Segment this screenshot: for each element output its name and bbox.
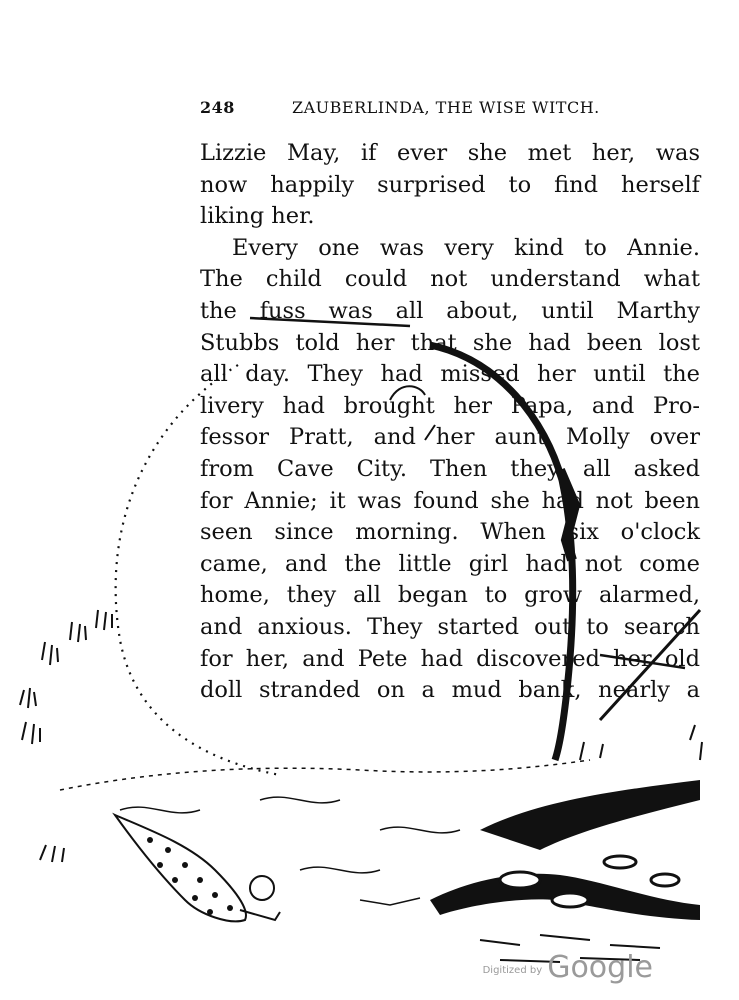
text-line-11: from Cave City. Then they all asked — [200, 455, 700, 482]
dark-shore — [430, 874, 700, 920]
text-line-3: liking her. — [200, 203, 315, 230]
text-line-6: the fuss was all about, until Marthy — [200, 297, 700, 324]
text-line-12: for Annie; it was found she had not been — [200, 487, 700, 514]
doll-arm — [240, 910, 280, 920]
stone-1 — [500, 872, 540, 888]
text-line-14: came, and the little girl had not come — [200, 550, 700, 577]
doll-head — [250, 876, 274, 900]
page-number: 248 — [200, 98, 235, 117]
text-line-16: and anxious. They started out to search — [200, 613, 700, 640]
text-line-1: Lizzie May, if ever she met her, was — [200, 140, 700, 166]
stone-4 — [651, 874, 679, 886]
text-line-18: doll stranded on a mud bank, nearly a — [200, 677, 700, 704]
text-line-9: livery had brought her Papa, and Pro- — [200, 392, 700, 419]
ground-line — [60, 760, 590, 790]
doll-figure — [115, 815, 280, 921]
ground-scribbles — [120, 797, 460, 905]
digitized-by-text: Digitized by — [482, 965, 543, 976]
text-line-15: home, they all began to grow alarmed, — [200, 582, 700, 609]
stone-2 — [552, 893, 588, 907]
google-logo-text: Google — [547, 950, 653, 985]
text-line-17: for her, and Pete had discovered her old — [200, 645, 700, 672]
text-line-5: The child could not understand what — [200, 266, 700, 293]
stone-3 — [604, 856, 636, 868]
running-title: ZAUBERLINDA, THE WISE WITCH. — [292, 98, 600, 117]
text-line-10: fessor Pratt, and her aunt Molly over — [200, 424, 700, 451]
digitizer-watermark — [483, 950, 653, 985]
text-line-4: Every one was very kind to Annie. — [232, 234, 700, 261]
body-text — [200, 138, 700, 707]
shore-grass — [580, 725, 702, 760]
text-line-7: Stubbs told her that she had been lost — [200, 329, 700, 356]
text-line-13: seen since morning. When six o'clock — [200, 519, 700, 546]
grass-tufts-left — [20, 610, 112, 862]
text-line-8: all day. They had missed her until the — [200, 361, 700, 388]
dark-bank — [480, 780, 700, 850]
water-stones — [430, 725, 702, 962]
doll-dress-dots — [147, 837, 233, 915]
text-line-2: now happily surprised to find herself — [200, 171, 700, 198]
doll-dress — [115, 815, 246, 921]
